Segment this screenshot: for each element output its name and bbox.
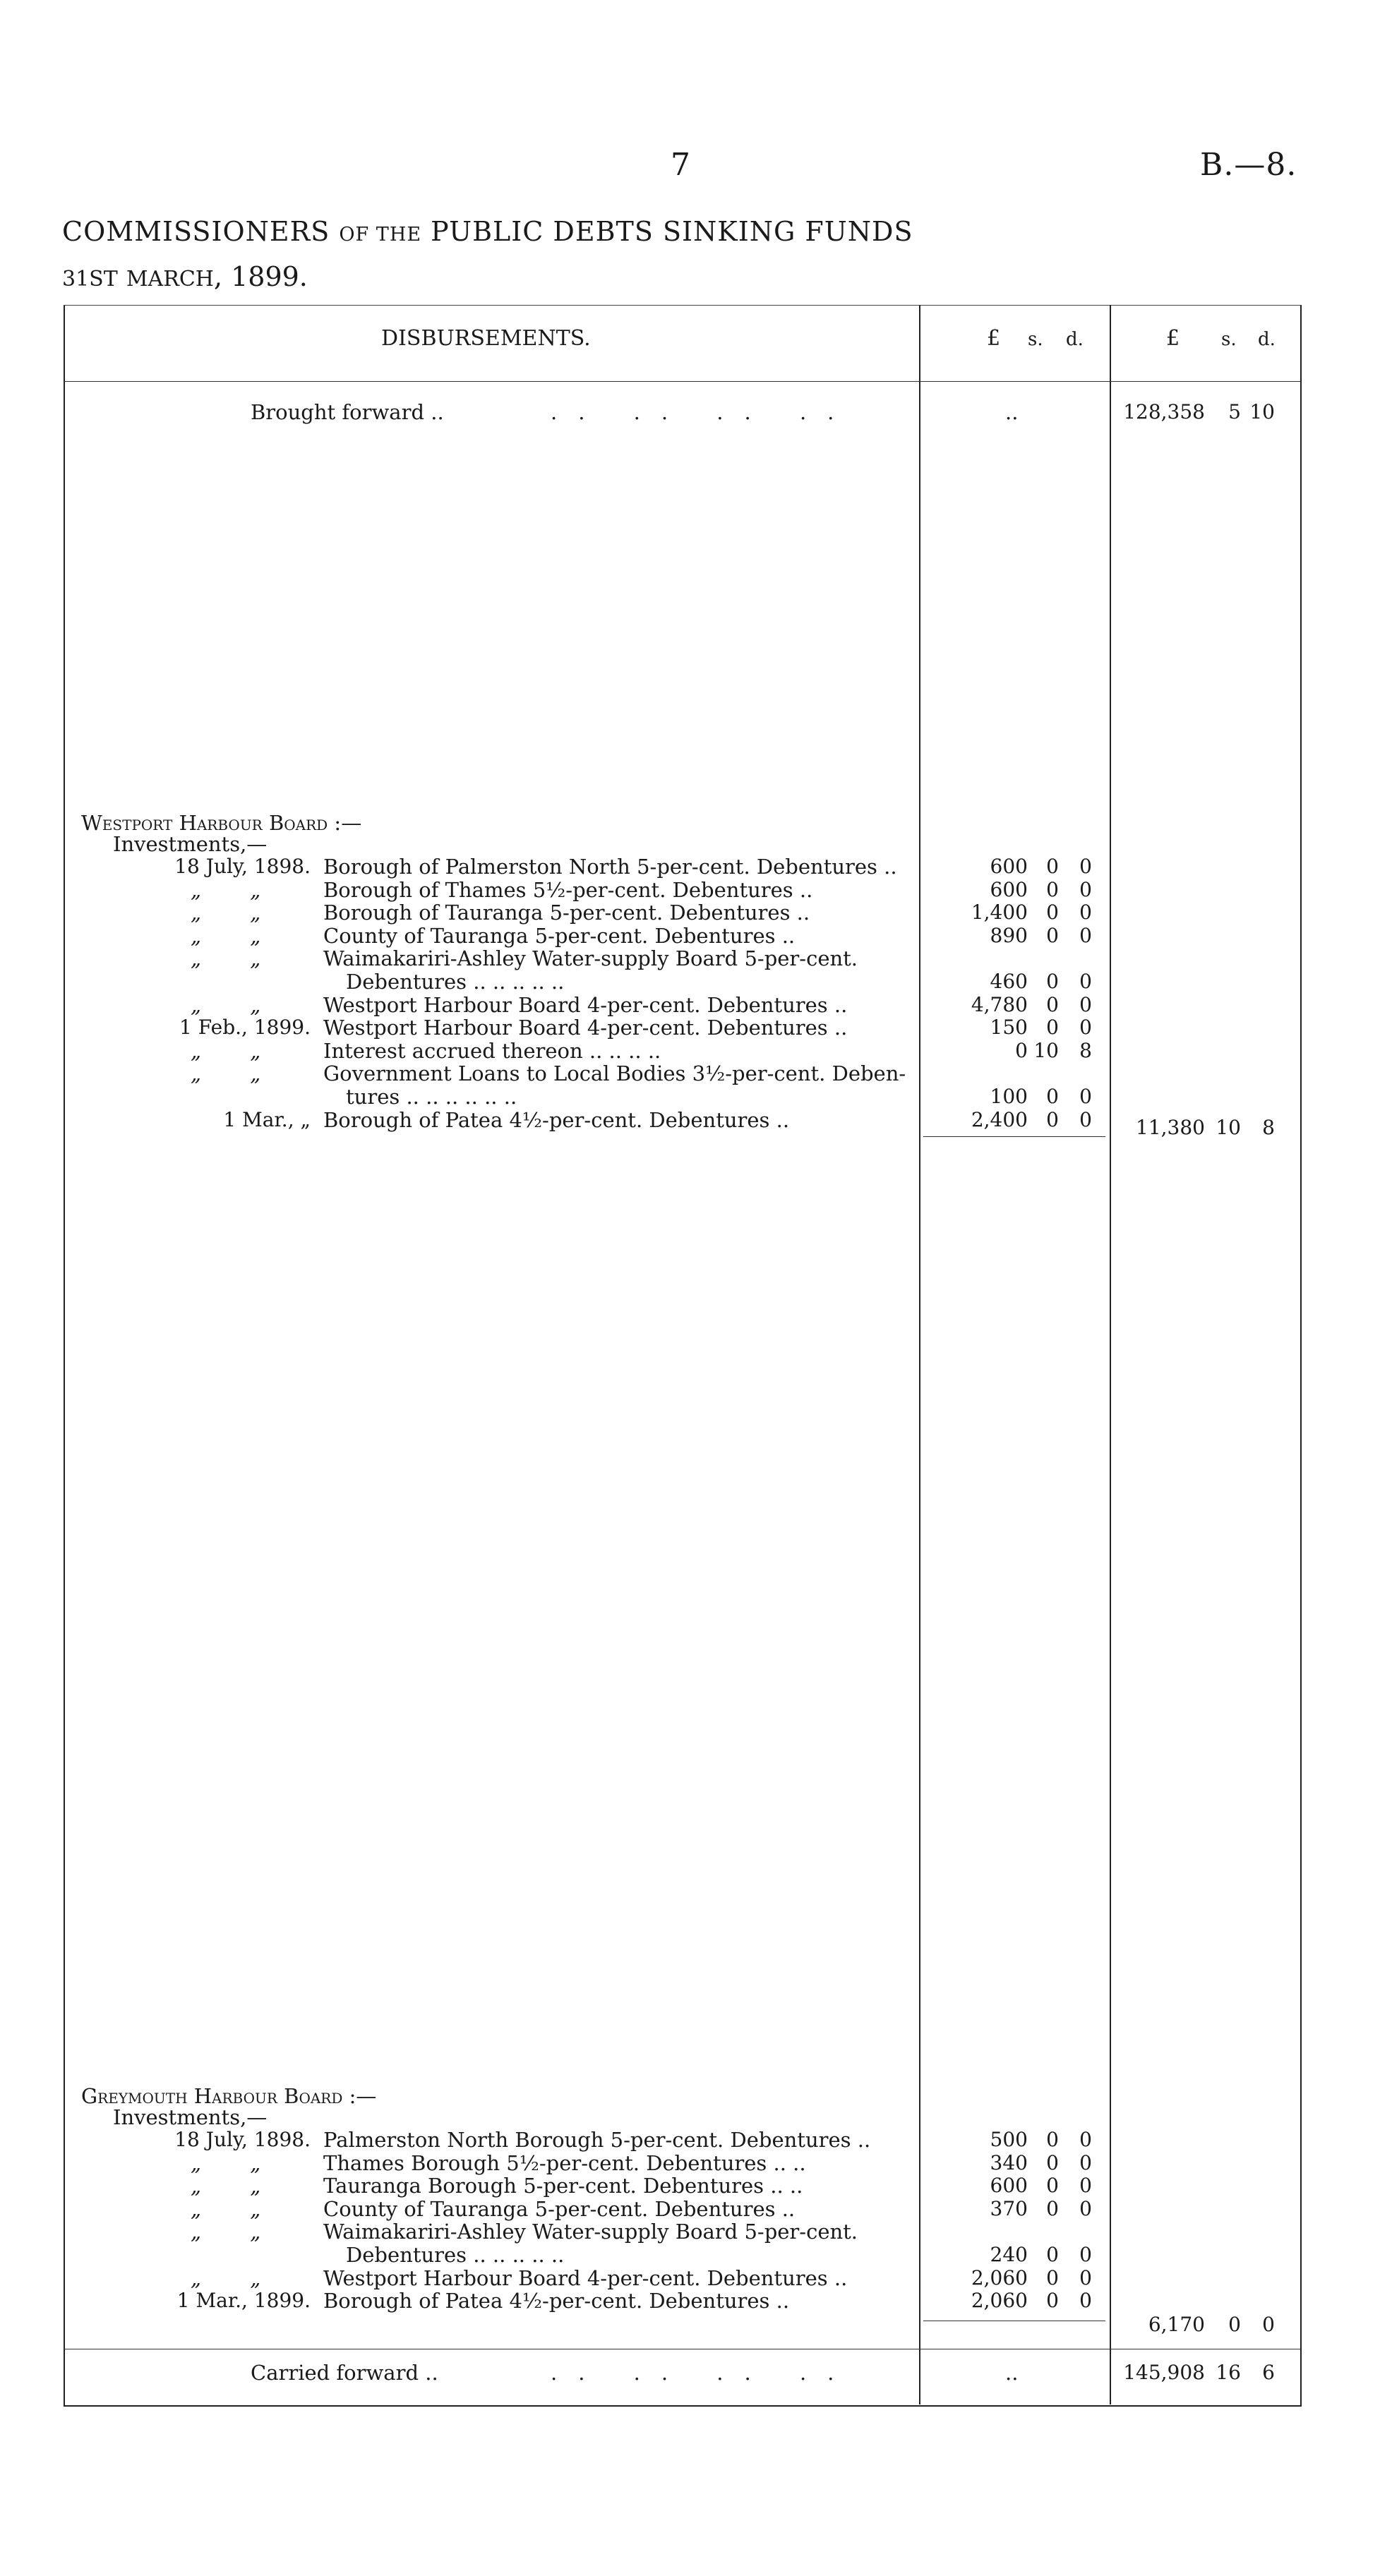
greymouth-row-l: 600 <box>990 2174 1028 2198</box>
greymouth-row-date: 1 Mar., 1899. <box>176 2289 311 2313</box>
greymouth-row-d: 0 <box>1079 2174 1092 2198</box>
westport-row-desc: Westport Harbour Board 4-per-cent. Debentures .. <box>323 992 848 1017</box>
greymouth-total-pence: 0 <box>1262 2313 1275 2336</box>
header-rule <box>64 381 1300 382</box>
brought-forward-pounds: 128,358 <box>1123 400 1205 423</box>
document-reference: B.—8. <box>1200 147 1297 183</box>
carried-forward-pence: 6 <box>1262 2361 1275 2384</box>
westport-row-s: 0 <box>1046 1016 1059 1040</box>
greymouth-row-s: 0 <box>1046 2128 1059 2151</box>
westport-row-desc: Interest accrued thereon .. .. .. .. <box>323 1038 661 1063</box>
westport-row-date: 18 July, 1898. <box>174 855 311 878</box>
greymouth-row-d: 0 <box>1079 2289 1092 2313</box>
greymouth-row-date: 18 July, 1898. <box>174 2128 311 2151</box>
westport-heading-text: Westport Harbour Board :— <box>81 811 362 835</box>
westport-row-d: 0 <box>1079 1085 1092 1108</box>
westport-row-date: „ „ <box>191 901 261 925</box>
westport-total-shillings: 10 <box>1216 1116 1241 1139</box>
westport-row-d: 8 <box>1079 1038 1092 1062</box>
date-day: 31ST <box>62 267 118 291</box>
greymouth-row-l: 2,060 <box>971 2289 1028 2313</box>
westport-row-desc: tures .. .. .. .. .. .. <box>346 1085 517 1109</box>
westport-row-d: 0 <box>1079 923 1092 947</box>
greymouth-row-date: „ „ <box>191 2265 261 2290</box>
brought-forward-pence: 10 <box>1249 400 1275 423</box>
westport-row-d: 0 <box>1079 855 1092 878</box>
westport-row-s: 0 <box>1046 1085 1059 1108</box>
carried-forward-shillings: 16 <box>1216 2361 1241 2384</box>
brought-forward-shillings: 5 <box>1228 400 1241 423</box>
greymouth-row-desc: Palmerston North Borough 5-per-cent. Debentures .. <box>323 2128 871 2152</box>
greymouth-total-pounds: 6,170 <box>1148 2313 1205 2336</box>
westport-row-s: 0 <box>1046 855 1059 878</box>
westport-row-desc: Borough of Tauranga 5-per-cent. Debentures .. <box>323 901 810 925</box>
greymouth-row-desc: Waimakariri-Ashley Water-supply Board 5-per-cent. <box>323 2220 858 2244</box>
westport-heading <box>81 812 361 834</box>
westport-row-l: 100 <box>990 1085 1028 1108</box>
greymouth-row-d: 0 <box>1079 2265 1092 2289</box>
westport-subtotal-rule <box>923 1136 1105 1137</box>
westport-row-l: 150 <box>990 1016 1028 1040</box>
carried-forward-leader: .. .. .. .. <box>551 2361 856 2385</box>
brought-forward-label: Brought forward .. <box>251 400 444 424</box>
page-date <box>62 261 308 292</box>
greymouth-row-desc: Borough of Patea 4½-per-cent. Debentures .. <box>323 2289 790 2313</box>
westport-row-l: 600 <box>990 855 1028 878</box>
westport-row-d: 0 <box>1079 1016 1092 1040</box>
greymouth-row-date: „ „ <box>191 2174 261 2198</box>
column-heading-disbursements: DISBURSEMENTS. <box>381 326 591 351</box>
westport-row-date: „ „ <box>191 992 261 1017</box>
westport-row-desc: Borough of Thames 5½-per-cent. Debentures .. <box>323 877 813 902</box>
greymouth-row-date: „ „ <box>191 2196 261 2221</box>
westport-row-d: 0 <box>1079 877 1092 901</box>
greymouth-row-date: „ „ <box>191 2220 261 2244</box>
westport-row-date: „ „ <box>191 1038 261 1063</box>
westport-row-l: 1,400 <box>971 901 1028 925</box>
westport-row-date: 1 Mar., „ <box>223 1107 311 1131</box>
title-part-3: PUBLIC DEBTS SINKING FUNDS <box>431 216 913 247</box>
westport-row-s: 10 <box>1033 1038 1059 1062</box>
greymouth-heading <box>81 2085 376 2107</box>
westport-row-s: 0 <box>1046 901 1059 925</box>
greymouth-row-d: 0 <box>1079 2243 1092 2266</box>
westport-row-l: 460 <box>990 970 1028 993</box>
westport-row-date: „ „ <box>191 877 261 902</box>
date-year: , 1899. <box>213 261 308 292</box>
col-pence-1: d. <box>1066 329 1084 350</box>
westport-row-s: 0 <box>1046 970 1059 993</box>
page-number: 7 <box>671 147 690 183</box>
westport-row-desc: Government Loans to Local Bodies 3½-per-cent. Deben- <box>323 1061 906 1086</box>
greymouth-row-d: 0 <box>1079 2128 1092 2151</box>
westport-row-l: 2,400 <box>971 1107 1028 1131</box>
westport-row-date: „ „ <box>191 946 261 971</box>
title-part-2: OF THE <box>339 224 422 246</box>
column-divider-total <box>1110 305 1111 2405</box>
westport-row-desc: Debentures .. .. .. .. .. <box>346 970 565 994</box>
westport-row-date: „ „ <box>191 923 261 948</box>
greymouth-investments-label: Investments,— <box>113 2105 268 2129</box>
carried-forward-pounds: 145,908 <box>1123 2361 1205 2384</box>
greymouth-row-s: 0 <box>1046 2196 1059 2220</box>
westport-row-s: 0 <box>1046 1107 1059 1131</box>
column-divider-subtotal <box>919 305 920 2405</box>
westport-row-l: 600 <box>990 877 1028 901</box>
greymouth-row-l: 340 <box>990 2150 1028 2174</box>
carried-forward-mid: .. <box>1005 2361 1019 2385</box>
brought-forward-leader: .. .. .. .. <box>551 400 856 424</box>
westport-row-date: „ „ <box>191 1061 261 1086</box>
westport-row-date: 1 Feb., 1899. <box>179 1016 311 1040</box>
greymouth-heading-text: Greymouth Harbour Board :— <box>81 2084 377 2108</box>
greymouth-row-desc: Debentures .. .. .. .. .. <box>346 2243 565 2267</box>
greymouth-row-desc: Westport Harbour Board 4-per-cent. Debentures .. <box>323 2265 848 2290</box>
greymouth-row-l: 240 <box>990 2243 1028 2266</box>
westport-row-d: 0 <box>1079 992 1092 1016</box>
greymouth-row-l: 500 <box>990 2128 1028 2151</box>
col-shillings-2: s. <box>1221 329 1237 350</box>
col-pounds-2: £ <box>1166 326 1180 351</box>
greymouth-row-s: 0 <box>1046 2289 1059 2313</box>
westport-row-l: 0 <box>1015 1038 1028 1062</box>
greymouth-row-s: 0 <box>1046 2150 1059 2174</box>
westport-row-l: 4,780 <box>971 992 1028 1016</box>
greymouth-total-shillings: 0 <box>1228 2313 1241 2336</box>
westport-row-desc: County of Tauranga 5-per-cent. Debentures .. <box>323 923 796 948</box>
greymouth-row-s: 0 <box>1046 2265 1059 2289</box>
greymouth-row-s: 0 <box>1046 2243 1059 2266</box>
carried-forward-label: Carried forward .. <box>251 2361 438 2385</box>
westport-row-desc: Borough of Patea 4½-per-cent. Debentures .. <box>323 1107 790 1132</box>
westport-row-d: 0 <box>1079 901 1092 925</box>
westport-row-s: 0 <box>1046 992 1059 1016</box>
col-shillings-1: s. <box>1028 329 1043 350</box>
greymouth-row-desc: County of Tauranga 5-per-cent. Debentures .. <box>323 2196 796 2221</box>
col-pounds-1: £ <box>987 326 1001 351</box>
greymouth-row-d: 0 <box>1079 2150 1092 2174</box>
brought-forward-mid: .. <box>1005 400 1019 424</box>
westport-row-desc: Waimakariri-Ashley Water-supply Board 5-per-cent. <box>323 946 858 971</box>
westport-row-s: 0 <box>1046 877 1059 901</box>
greymouth-row-l: 370 <box>990 2196 1028 2220</box>
westport-row-desc: Borough of Palmerston North 5-per-cent. Debentures .. <box>323 855 897 879</box>
westport-row-l: 890 <box>990 923 1028 947</box>
greymouth-row-d: 0 <box>1079 2196 1092 2220</box>
westport-row-d: 0 <box>1079 970 1092 993</box>
title-part-1: COMMISSIONERS <box>62 216 330 247</box>
greymouth-row-l: 2,060 <box>971 2265 1028 2289</box>
page-title <box>62 216 913 247</box>
col-pence-2: d. <box>1258 329 1276 350</box>
westport-total-pounds: 11,380 <box>1136 1116 1205 1139</box>
westport-row-s: 0 <box>1046 923 1059 947</box>
westport-investments-label: Investments,— <box>113 832 268 856</box>
westport-total-pence: 8 <box>1262 1116 1275 1139</box>
westport-row-d: 0 <box>1079 1107 1092 1131</box>
greymouth-row-desc: Thames Borough 5½-per-cent. Debentures .. .. <box>323 2150 806 2175</box>
greymouth-row-desc: Tauranga Borough 5-per-cent. Debentures .. .. <box>323 2174 803 2198</box>
date-month: MARCH <box>126 267 214 291</box>
greymouth-row-date: „ „ <box>191 2150 261 2175</box>
greymouth-row-s: 0 <box>1046 2174 1059 2198</box>
westport-row-desc: Westport Harbour Board 4-per-cent. Debentures .. <box>323 1016 848 1040</box>
